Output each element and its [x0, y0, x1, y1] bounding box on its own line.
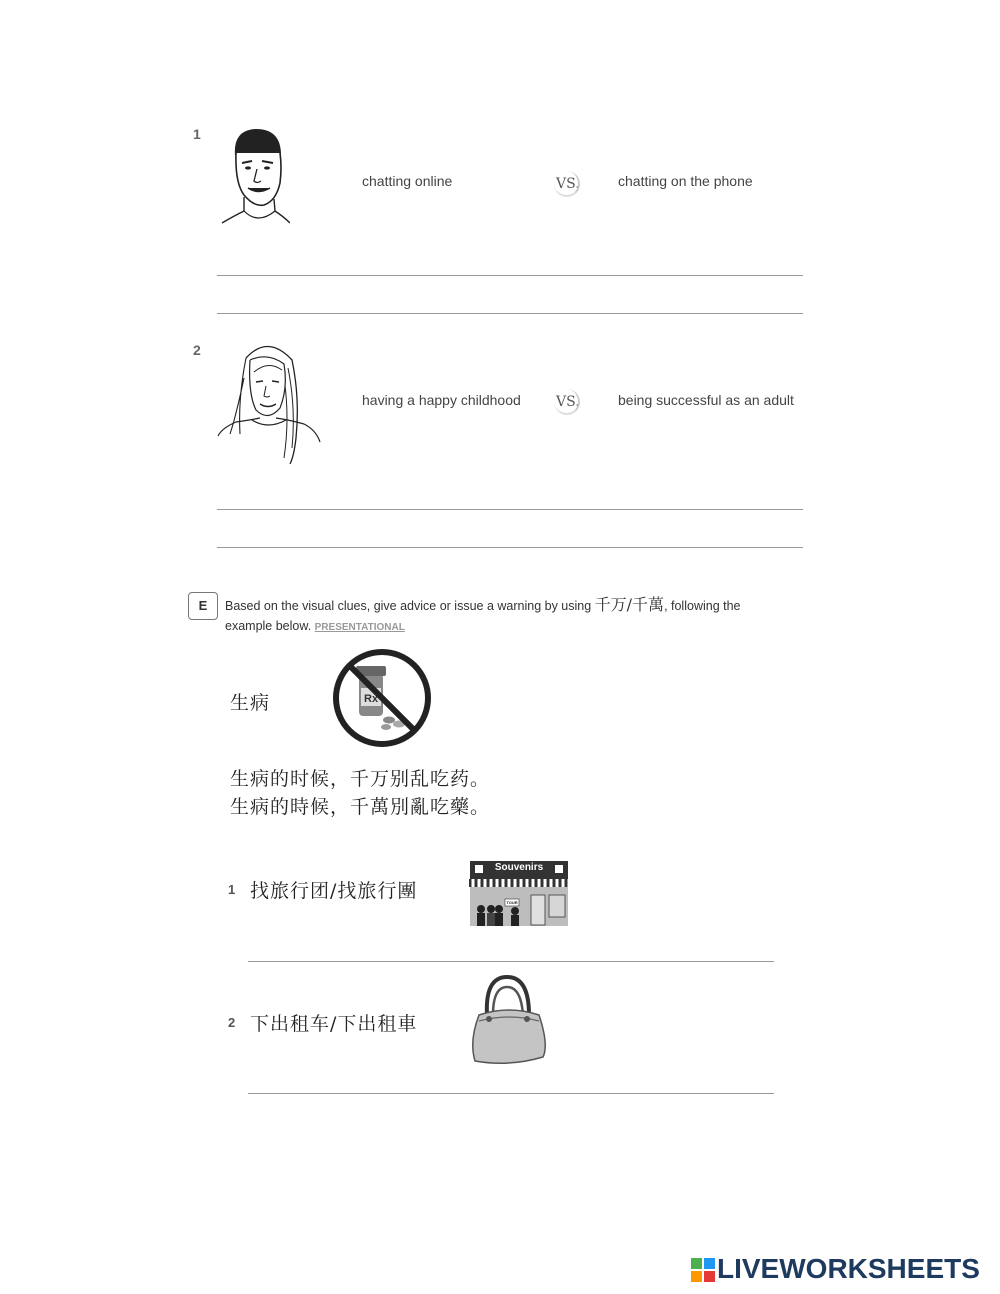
logo-blocks-icon — [691, 1258, 715, 1282]
question-number-2: 2 — [193, 342, 201, 358]
svg-text:Rx: Rx — [364, 693, 379, 705]
no-medicine-icon — [331, 648, 433, 748]
section-e-label: E — [188, 592, 218, 620]
woman-portrait-image — [216, 338, 322, 466]
example-sentence-simplified: 生病的时候，千万别乱吃药。 — [230, 768, 491, 790]
instruction-text-end: , following the example below. — [225, 599, 741, 633]
section-e-instruction — [225, 595, 785, 638]
answer-line[interactable] — [217, 275, 803, 276]
item-number-1: 1 — [228, 882, 236, 897]
question-number-1: 1 — [193, 126, 201, 142]
liveworksheets-logo[interactable] — [691, 1255, 991, 1285]
vs-ring-icon — [554, 389, 580, 415]
item-number-2: 2 — [228, 1015, 236, 1030]
souvenir-shop-image — [469, 859, 569, 927]
option-a-2: having a happy childhood — [362, 392, 521, 408]
vs-badge-2: VS. — [556, 393, 580, 411]
man-portrait-image — [218, 125, 290, 233]
option-b-2: being successful as an adult — [618, 392, 794, 408]
item-text-2: 下出租车/下出租車 — [250, 1013, 418, 1035]
example-word: 生病 — [230, 692, 271, 714]
answer-line[interactable] — [217, 509, 803, 510]
option-b-1: chatting on the phone — [618, 173, 753, 189]
option-a-1: chatting online — [362, 173, 453, 189]
example-sentence-traditional: 生病的時候，千萬別亂吃藥。 — [230, 796, 491, 818]
answer-line[interactable] — [248, 961, 774, 962]
instruction-chinese: 千万/千萬 — [594, 595, 665, 614]
presentational-tag: PRESENTATIONAL — [314, 622, 405, 633]
answer-line[interactable] — [217, 313, 803, 314]
tour-sign: TOUR — [506, 900, 518, 905]
answer-line[interactable] — [217, 547, 803, 548]
instruction-text: Based on the visual clues, give advice or issue a warning by using — [225, 599, 595, 613]
vs-badge-1: VS. — [556, 175, 580, 193]
item-text-1: 找旅行团/找旅行團 — [250, 880, 418, 902]
logo-text: LIVEWORKSHEETS — [717, 1253, 980, 1284]
shop-sign: Souvenirs — [494, 862, 544, 873]
vs-ring-icon — [554, 171, 580, 197]
handbag-icon — [469, 975, 549, 1065]
answer-line[interactable] — [248, 1093, 774, 1094]
